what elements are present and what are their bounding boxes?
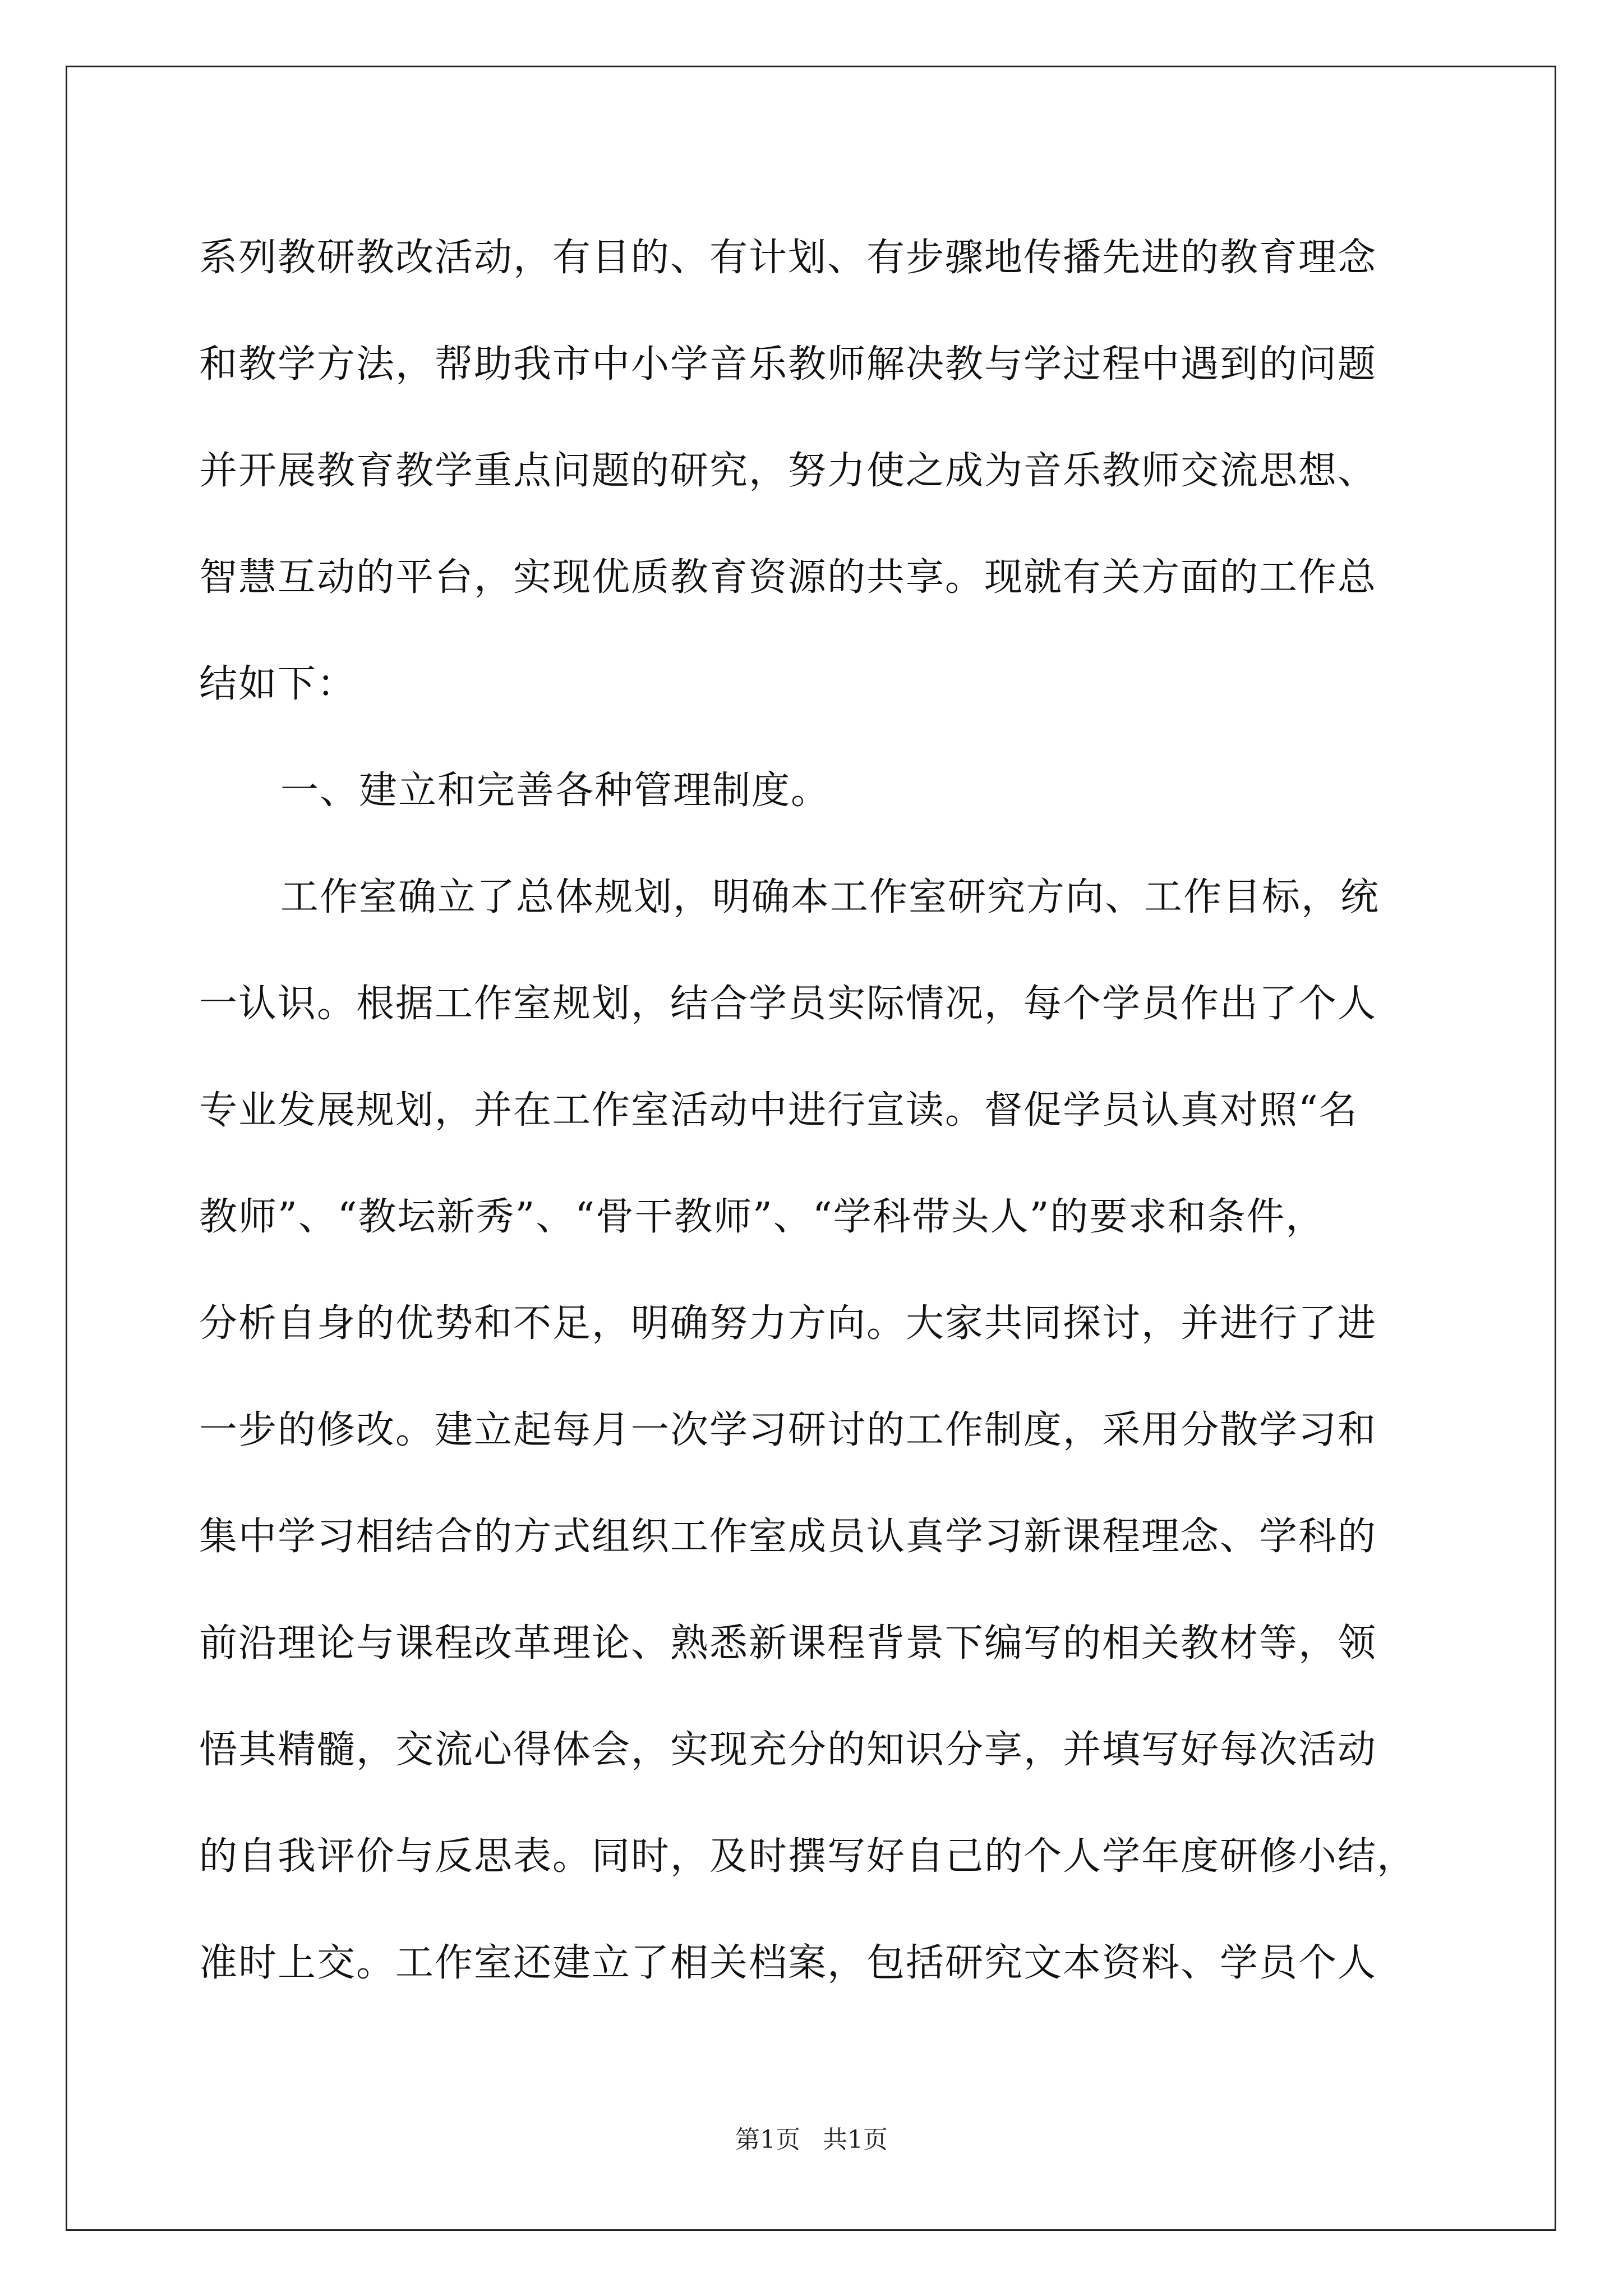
text-line: 结如下： [199, 662, 357, 706]
text-line: 专业发展规划，并在工作室活动中进行宣读。督促学员认真对照“名 [199, 1088, 1358, 1133]
text-line: 和教学方法，帮助我市中小学音乐教师解决教与学过程中遇到的问题 [199, 342, 1377, 386]
text-line: 分析自身的优势和不足，明确努力方向。大家共同探讨，并进行了进 [199, 1301, 1377, 1346]
section-heading: 一、建立和完善各种管理制度。 [280, 769, 831, 813]
text-line: 工作室确立了总体规划，明确本工作室研究方向、工作目标，统 [280, 875, 1380, 919]
document-body [199, 219, 1433, 2031]
text-line: 准时上交。工作室还建立了相关档案，包括研究文本资料、学员个人 [199, 1941, 1377, 1985]
page-number: 第1页 [735, 2125, 800, 2154]
text-line: 一步的修改。建立起每月一次学习研讨的工作制度，采用分散学习和 [199, 1408, 1377, 1452]
text-line: 悟其精髓，交流心得体会，实现充分的知识分享，并填写好每次活动 [199, 1728, 1377, 1772]
text-line: 系列教研教改活动，有目的、有计划、有步骤地传播先进的教育理念 [199, 236, 1377, 280]
page-total: 共1页 [823, 2125, 888, 2154]
text-line: 前沿理论与课程改革理论、熟悉新课程背景下编写的相关教材等，领 [199, 1621, 1377, 1665]
text-line: 智慧互动的平台，实现优质教育资源的共享。现就有关方面的工作总 [199, 555, 1377, 600]
text-line: 集中学习相结合的方式组织工作室成员认真学习新课程理念、学科的 [199, 1515, 1377, 1559]
text-line: 并开展教育教学重点问题的研究，努力使之成为音乐教师交流思想、 [199, 449, 1377, 493]
page-footer [0, 2123, 1623, 2157]
text-line: 一认识。根据工作室规划，结合学员实际情况，每个学员作出了个人 [199, 982, 1377, 1026]
text-line: 教师”、“教坛新秀”、“骨干教师”、“学科带头人”的要求和条件， [199, 1195, 1325, 1239]
text-line: 的自我评价与反思表。同时，及时撰写好自己的个人学年度研修小结， [199, 1834, 1417, 1879]
